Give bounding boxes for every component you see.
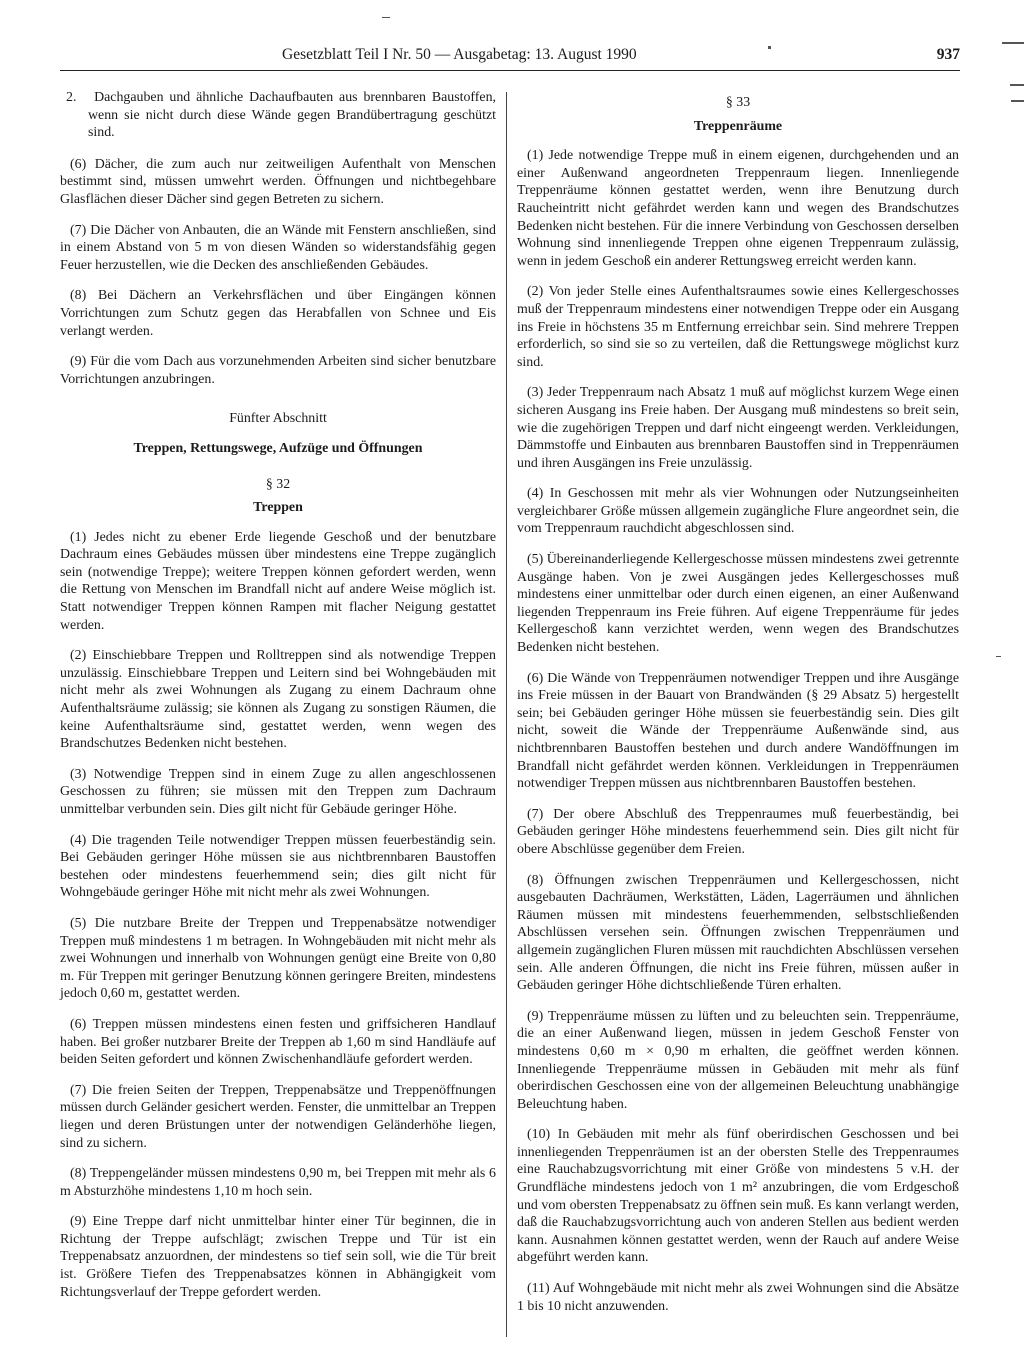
paragraph: (5) Die nutzbare Breite der Treppen und Treppenabsätze notwendiger Treppen muß mindestens 1 m betragen. In Wohngebäuden mit nicht mehr als zwei Wohnungen und innerhalb von Wohnungen genügt eine Breite von 0,80 m. Für Treppen mit geringer Benutzung können geringere Breiten, mindestens jedoch 0,60 m, gestattet werden. <box>60 915 496 1002</box>
paragraph: (5) Übereinanderliegende Kellergeschosse müssen mindestens zwei getrennte Ausgänge haben. Von je zwei Ausgängen jedes Kellergeschosses muß mindestens einer unmittelbar oder durch einen eigenen, an einer Außenwand liegenden Treppenraum ins Freie führen. Auf eigene Treppenräume für jedes Kellergeschoß kann verzichtet werden, wenn wegen des Brandschutzes Bedenken nicht bestehen. <box>517 552 959 656</box>
paragraph-title: Treppenräume <box>693 118 783 134</box>
paragraph: (8) Bei Dächern an Verkehrsflächen und über Eingängen können Vorrichtungen zum Schutz gegen das Herabfallen von Schnee und Eis verlangt werden. <box>60 288 496 339</box>
paragraph: (9) Eine Treppe darf nicht unmittelbar hinter einer Tür beginnen, die in Richtung der Treppe aufschlägt; zwischen Treppe und Tür ist ein Treppenabsatz anzuordnen, der mindestens so tief sein soll, wie die Tür breit ist. Größere Tiefen des Treppenabsatzes können in Abhängigkeit vom Richtungsverlauf der Treppe gefordert werden. <box>60 1214 496 1300</box>
item-text: Dachgauben und ähnliche Dachaufbauten aus brennbaren Baustoffen, wenn sie nicht durch diese Wände gegen Brandübertragung geschützt sind. <box>88 90 497 141</box>
paragraph: (3) Jeder Treppenraum nach Absatz 1 muß auf möglichst kurzem Wege einen sicheren Ausgang ins Freie haben. Der Ausgang muß mindestens so breit sein, wie die zugehörigen Treppen und darf nicht eingeengt werden. Verkleidungen, Dämmstoffe und Einbauten aus brennbaren Baustoffen sind in Treppenräumen und ihren Ausgängen ins Freie unzulässig. <box>517 385 959 471</box>
page-number: 937 <box>936 46 960 63</box>
paragraph-title: Treppen <box>253 500 303 516</box>
paragraph: (1) Jede notwendige Treppe muß in einem eigenen, durchgehenden und an einer Außenwand angeordneten Treppenraum liegen. Innenliegende Treppenräume können gestattet werden, wenn ihre Benutzung durch Raucheintritt nicht gefährdet werden kann und wegen des Brandschutzes Bedenken nicht bestehen. Für die innere Verbindung von Geschossen derselben Wohnung sind innenliegende Treppen ohne eigenen Treppenraum zulässig, wenn in jedem Geschoß ein anderer Rettungsweg erreicht werden kann. <box>517 148 959 269</box>
section-label: Fünfter Abschnitt <box>229 411 327 427</box>
paragraph: (8) Öffnungen zwischen Treppenräumen und Kellergeschossen, nicht ausgebauten Dachräumen, Werkstätten, Läden, Lagerräumen und ähnlichen Räumen müssen mit mindestens feuerhemmenden, selbstschließenden Abschlüssen versehen sein. Öffnungen zwischen Treppenräumen und allgemein zugänglichen Fluren müssen mit rauchdichten Abschlüssen versehen sein. Alle anderen Öffnungen, die nicht ins Freie führen, müssen außer in Gebäuden geringer Höhe dichtschließende Türen erhalten. <box>517 872 959 994</box>
paragraph: (9) Treppenräume müssen zu lüften und zu beleuchten sein. Treppenräume, die an einer Außenwand liegen, müssen in jedem Geschoß Fenster von mindestens 0,60 m × 0,90 m erhalten, die geöffnet werden können. Innenliegende Treppenräume müssen in Gebäuden mit mehr als fünf oberirdischen Geschossen eine von der allgemeinen Beleuchtung unabhängige Beleuchtung haben. <box>517 1008 959 1112</box>
paragraph: (7) Die freien Seiten der Treppen, Treppenabsätze und Treppenöffnungen müssen durch Geländer gesichert werden. Fenster, die unmittelbar an Treppen liegen und deren Brüstungen unter der notwendigen Geländerhöhe liegen, sind zu sichern. <box>60 1082 496 1151</box>
paragraph: (8) Treppengeländer müssen mindestens 0,90 m, bei Treppen mit mehr als 6 m Absturzhöhe mindestens 1,10 m hoch sein. <box>60 1166 496 1199</box>
scan-speck <box>1010 84 1024 86</box>
column-divider <box>506 92 507 1337</box>
paragraph: (6) Dächer, die zum auch nur zeitweiligen Aufenthalt von Menschen bestimmt sind, müssen umwehrt werden. Öffnungen und nichtbegehbare Glasflächen dieser Dächer sind gegen Betreten zu sichern. <box>60 156 496 207</box>
paragraph-sign: § 32 <box>265 476 291 492</box>
paragraph: (4) Die tragenden Teile notwendiger Treppen müssen feuerbeständig sein. Bei Gebäuden geringer Höhe müssen sie aus nichtbrennbaren Baustoffen bestehen oder mindestens feuerhemmend sein; dies gilt nicht für Wohngebäude geringer Höhe mit nicht mehr als zwei Wohnungen. <box>60 832 496 901</box>
paragraph-sign: § 33 <box>725 95 751 110</box>
item-number: 2. <box>66 90 77 105</box>
paragraph: (7) Die Dächer von Anbauten, die an Wände mit Fenstern anschließen, sind in einem Abstand von 5 m von diesen Wänden so widerstandsfähig gegen Feuer herzustellen, wie die Decken des anschließenden Gebäudes. <box>60 222 496 273</box>
page-header <box>280 44 960 68</box>
paragraph: (10) In Gebäuden mit mehr als fünf oberirdischen Geschossen und bei innenliegenden Treppenräumen ist an der obersten Stelle des Treppenraumes eine Rauchabzugsvorrichtung mit einer Größe von mindestens 5 v.H. der Grundfläche mindestens jedoch von 1 m² anzubringen, die vom Erdgeschoß und vom obersten Treppenabsatz zu öffnen sein muß. Es kann verlangt werden, daß die Rauchabzugsvorrichtung auch von anderen Stellen aus bedient werden kann. Ausnahmen können gestattet werden, wenn der Rauch auf andere Weise abgeführt werden kann. <box>517 1127 959 1266</box>
scan-speck <box>996 656 1001 657</box>
paragraph: (7) Der obere Abschluß des Treppenraumes muß feuerbeständig, bei Gebäuden geringer Höhe mindestens feuerhemmend sein. Dies gilt nicht für obere Abschlüsse gegenüber dem Freien. <box>517 806 959 857</box>
paragraph: (3) Notwendige Treppen sind in einem Zuge zu allen angeschlossenen Geschossen zu führen; sie müssen mit den Treppen zum Dachraum unmittelbar verbunden sein. Dies gilt nicht für Gebäude geringer Höhe. <box>60 766 496 817</box>
gazette-title: Gesetzblatt Teil I Nr. 50 — Ausgabetag: 13. August 1990 <box>282 46 637 63</box>
paragraph: (2) Von jeder Stelle eines Aufenthaltsraumes sowie eines Kellergeschosses muß der Treppenraum mindestens einer notwendigen Treppe oder ein Ausgang ins Freie in höchstens 35 m Entfernung erreichbar sein. Sind mehrere Treppen erforderlich, so sind sie so zu verteilen, daß die Rettungswege möglichst kurz sind. <box>517 284 959 370</box>
paragraph: (9) Für die vom Dach aus vorzunehmenden Arbeiten sind sicher benutzbare Vorrichtungen anzubringen. <box>60 354 496 387</box>
paragraph: (6) Treppen müssen mindestens einen festen und griffsicheren Handlauf haben. Bei großer nutzbarer Breite der Treppen ab 1,60 m sind Handläufe auf beiden Seiten gefordert und können Zwischenhandläufe gefordert werden. <box>60 1016 496 1068</box>
paragraph: (11) Auf Wohngebäude mit nicht mehr als zwei Wohnungen sind die Absätze 1 bis 10 nicht anzuwenden. <box>517 1281 959 1314</box>
right-column <box>517 89 959 1328</box>
paragraph: (4) In Geschossen mit mehr als vier Wohnungen oder Nutzungseinheiten vergleichbarer Größe müssen allgemein zugängliche Flure angeordnet sein, die vom Treppenraum rauchdicht abgeschlossen sind. <box>517 486 959 537</box>
left-column <box>60 89 496 1314</box>
scan-speck <box>1002 42 1024 44</box>
list-item <box>60 89 496 142</box>
scan-speck <box>382 17 390 18</box>
section-title: Treppen, Rettungswege, Aufzüge und Öffnungen <box>133 440 423 456</box>
paragraph: (6) Die Wände von Treppenräumen notwendiger Treppen und ihre Ausgänge ins Freie müssen in der Bauart von Brandwänden (§ 29 Absatz 5) hergestellt sein; bei Gebäuden geringer Höhe müssen sie feuerbeständig sein. Dies gilt nicht, soweit die Wände der Treppenräume Außenwände sind, aus nichtbrennbaren Baustoffen bestehen und durch andere Wandöffnungen im Brandfall nicht gefährdet werden können. Verkleidungen in Treppenräumen notwendiger Treppen müssen aus nichtbrennbaren Baustoffen bestehen. <box>517 670 959 792</box>
paragraph: (2) Einschiebbare Treppen und Rolltreppen sind als notwendige Treppen unzulässig. Einschiebbare Treppen und Leitern sind bei Wohngebäuden mit nicht mehr als zwei Wohnungen als Zugang zu einem Dachraum ohne Aufenthaltsräume zulässig; sie können als Zugang zu sonstigen Räumen, die keine Aufenthaltsräume sind, gestattet werden, wenn wegen des Brandschutzes Bedenken nicht bestehen. <box>60 648 496 752</box>
header-rule <box>60 70 960 71</box>
paragraph: (1) Jedes nicht zu ebener Erde liegende Geschoß und der benutzbare Dachraum eines Gebäudes müssen über mindestens eine Treppe zugänglich sein (notwendige Treppe); weitere Treppen können gefordert werden, wenn die Rettung von Menschen im Brandfall nicht auf andere Weise möglich ist. Statt notwendiger Treppen können Rampen mit flacher Neigung gestattet werden. <box>60 529 496 633</box>
scan-speck <box>1011 100 1024 102</box>
scan-speck <box>768 46 771 49</box>
